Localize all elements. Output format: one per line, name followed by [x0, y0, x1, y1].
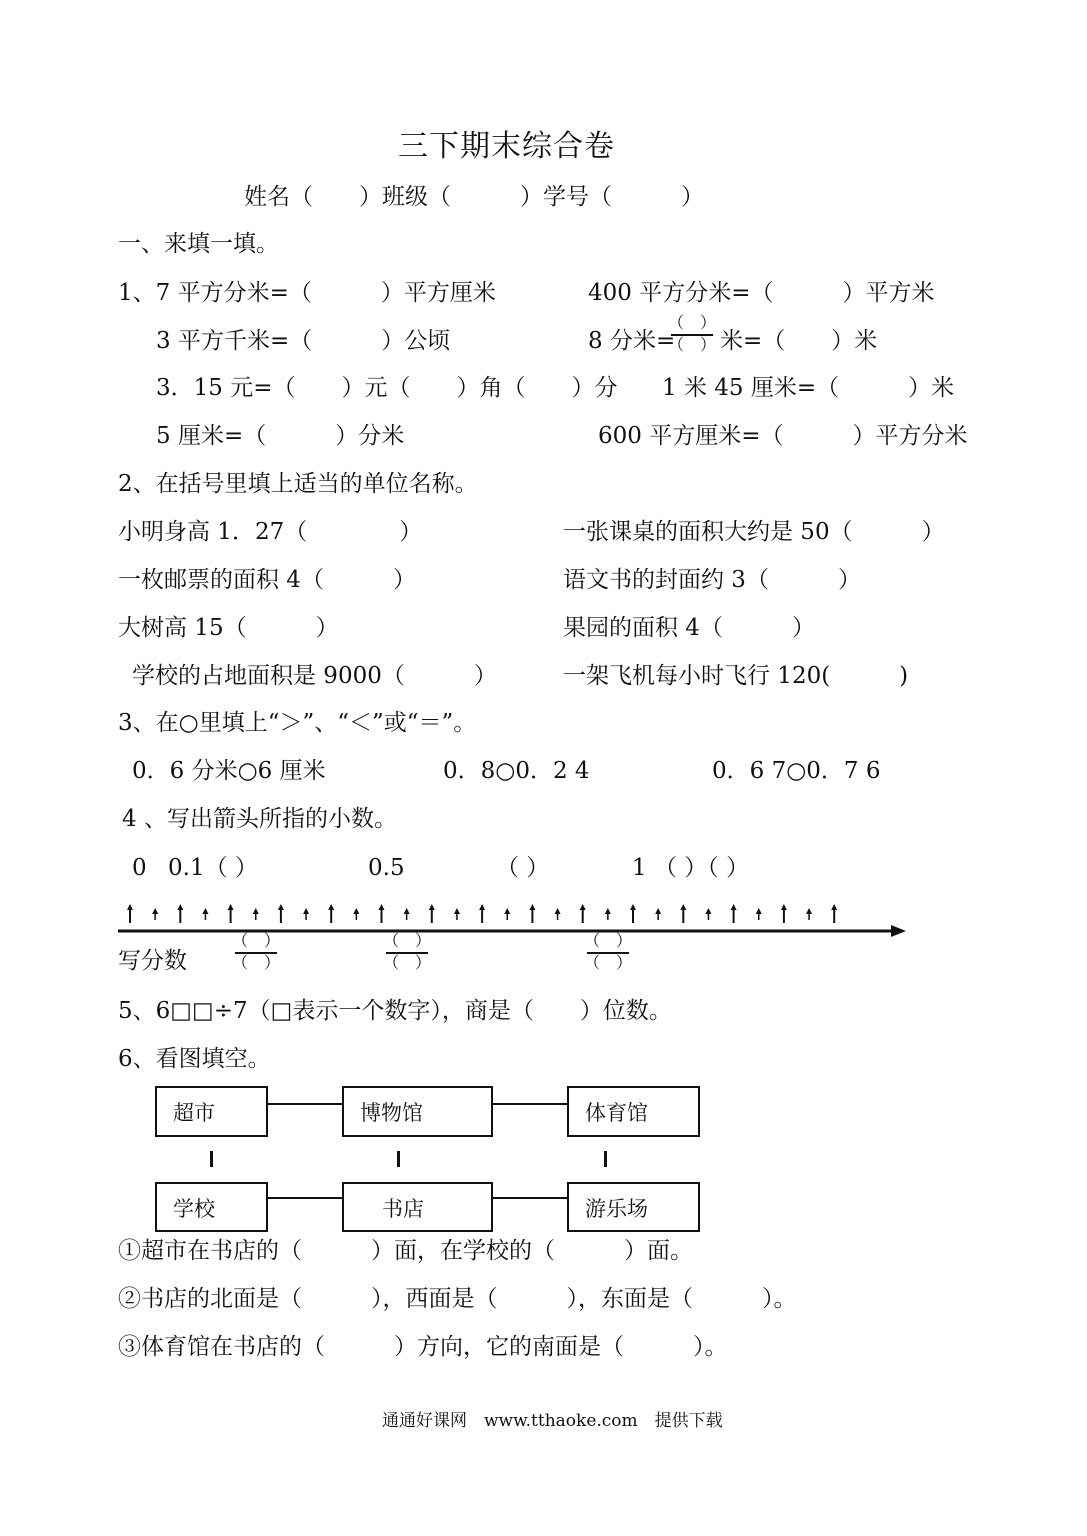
map-box-stadium — [567, 1086, 700, 1137]
number-line-tick — [429, 904, 435, 923]
q1-row4-left: 5 厘米=（ ）分米 — [156, 423, 405, 449]
fraction-blank[interactable] — [584, 933, 632, 971]
map-box-amusement-park — [567, 1182, 700, 1232]
number-line-tick — [731, 904, 737, 923]
fraction-denominator: （ ） — [383, 953, 432, 972]
map-connector — [493, 1197, 567, 1199]
number-line-tick — [454, 908, 460, 920]
q1-row3-right: 1 米 45 厘米=（ ）米 — [662, 375, 955, 401]
map-box-school — [155, 1182, 268, 1232]
map-connector — [268, 1103, 342, 1105]
q1-row3-left: 3．15 元=（ ）元（ ）角（ ）分 — [156, 375, 618, 401]
fraction-numerator: （ ） — [383, 931, 432, 950]
number-line-tick — [253, 908, 259, 920]
number-line-tick — [278, 904, 284, 923]
map-connector — [493, 1103, 567, 1105]
number-line-tick — [705, 908, 711, 920]
fraction-blank[interactable] — [383, 933, 431, 971]
number-line-tick — [529, 904, 535, 923]
q1-row1-left: 1、7 平方分米=（ ）平方厘米 — [118, 280, 496, 306]
fraction-numerator: （ ） — [668, 313, 717, 332]
number-line-label: 0 — [132, 855, 147, 881]
q1-row2-right-a: 8 分米= — [588, 328, 676, 354]
q1-row4-right: 600 平方厘米=（ ）平方分米 — [598, 423, 968, 449]
q1-row1-right: 400 平方分米=（ ）平方米 — [588, 280, 935, 306]
number-line-tick — [680, 904, 686, 923]
map-box-label: 超市 — [173, 1101, 215, 1125]
number-line-tick — [605, 908, 611, 920]
fraction-denominator: （ ） — [232, 953, 281, 972]
q3-item: 0．6 7○0．7 6 — [712, 758, 881, 784]
number-line-tick — [202, 908, 208, 920]
q2-item: 大树高 15（ ） — [118, 615, 339, 641]
number-line-label: 1 （ ）（ ） — [632, 855, 750, 881]
number-line-tick — [756, 908, 762, 920]
q6-question: ③体育馆在书店的（ ）方向，它的南面是（ ）。 — [118, 1334, 728, 1360]
q2-item: 语文书的封面约 3（ ） — [563, 567, 861, 593]
map-box-label: 游乐场 — [585, 1197, 648, 1221]
number-line-tick — [630, 904, 636, 923]
page-title: 三下期末综合卷 — [398, 129, 615, 164]
number-line-tick — [806, 908, 812, 920]
number-line-tick — [655, 908, 661, 920]
map-box-museum — [342, 1086, 493, 1137]
q2-item: 一架飞机每小时飞行 120( ) — [563, 663, 909, 689]
number-line-label: 0.1（ ） — [168, 855, 258, 881]
map-box-label: 体育馆 — [585, 1101, 648, 1125]
map-connector — [210, 1151, 213, 1167]
q2-item: 果园的面积 4（ ） — [563, 615, 815, 641]
number-line-tick — [781, 904, 787, 923]
footer: 通通好课网 www.tthaoke.com 提供下载 — [382, 1411, 723, 1431]
map-connector — [397, 1151, 400, 1167]
number-line-label: 0.5 — [368, 855, 405, 881]
q6-heading: 6、看图填空。 — [118, 1046, 271, 1072]
number-line-tick — [555, 908, 561, 920]
q3-heading: 3、在○里填上“＞”、“＜”或“＝”。 — [118, 710, 477, 736]
map-connector — [268, 1197, 342, 1199]
fraction-numerator: （ ） — [584, 931, 633, 950]
section-heading: 一、来填一填。 — [118, 231, 279, 257]
fraction-denominator: （ ） — [668, 335, 717, 354]
map-box-label: 博物馆 — [360, 1101, 423, 1125]
map-box-label: 书店 — [382, 1197, 424, 1221]
map-box-bookstore — [342, 1182, 493, 1232]
fraction-numerator: （ ） — [232, 931, 281, 950]
q6-question: ②书店的北面是（ ），西面是（ ），东面是（ ）。 — [118, 1286, 797, 1312]
fraction-denominator: （ ） — [584, 953, 633, 972]
map-box-supermarket — [155, 1086, 268, 1137]
arrow-head-icon — [891, 925, 906, 937]
q3-item: 0．8○0．2 4 — [443, 758, 590, 784]
number-line-tick — [303, 908, 309, 920]
q4-heading: 4 、写出箭头所指的小数。 — [122, 806, 397, 832]
q1-row2-right-b: 米=（ ）米 — [720, 328, 878, 354]
q3-item: 0．6 分米○6 厘米 — [132, 758, 326, 784]
number-line-tick — [228, 904, 234, 923]
student-info: 姓名（ ）班级（ ）学号（ ） — [244, 184, 704, 210]
number-line-tick — [328, 904, 334, 923]
number-line-tick — [379, 904, 385, 923]
q2-heading: 2、在括号里填上适当的单位名称。 — [118, 471, 478, 497]
q6-question: ①超市在书店的（ ）面，在学校的（ ）面。 — [118, 1238, 693, 1264]
number-line-tick — [353, 908, 359, 920]
number-line-label: （ ） — [496, 855, 550, 881]
number-line-tick — [479, 904, 485, 923]
map-connector — [604, 1151, 607, 1167]
q5-text: 5、6□□÷7（□表示一个数字），商是（ ）位数。 — [118, 998, 672, 1024]
number-line-tick — [127, 904, 133, 923]
q2-item: 一张课桌的面积大约是 50（ ） — [563, 519, 945, 545]
q2-item: 学校的占地面积是 9000（ ） — [132, 663, 497, 689]
q2-item: 小明身高 1．27（ ） — [118, 519, 423, 545]
q2-item: 一枚邮票的面积 4（ ） — [118, 567, 416, 593]
q1-row2-left: 3 平方千米=（ ）公顷 — [156, 328, 451, 354]
fraction-blank[interactable] — [232, 933, 280, 971]
number-line-tick — [831, 904, 837, 923]
map-box-label: 学校 — [173, 1197, 215, 1221]
fraction-blank[interactable] — [668, 315, 716, 353]
number-line-tick — [504, 908, 510, 920]
number-line-tick — [580, 904, 586, 923]
number-line-tick — [177, 904, 183, 923]
number-line-tick — [152, 908, 158, 920]
number-line-tick — [404, 908, 410, 920]
fraction-label: 写分数 — [118, 948, 187, 974]
